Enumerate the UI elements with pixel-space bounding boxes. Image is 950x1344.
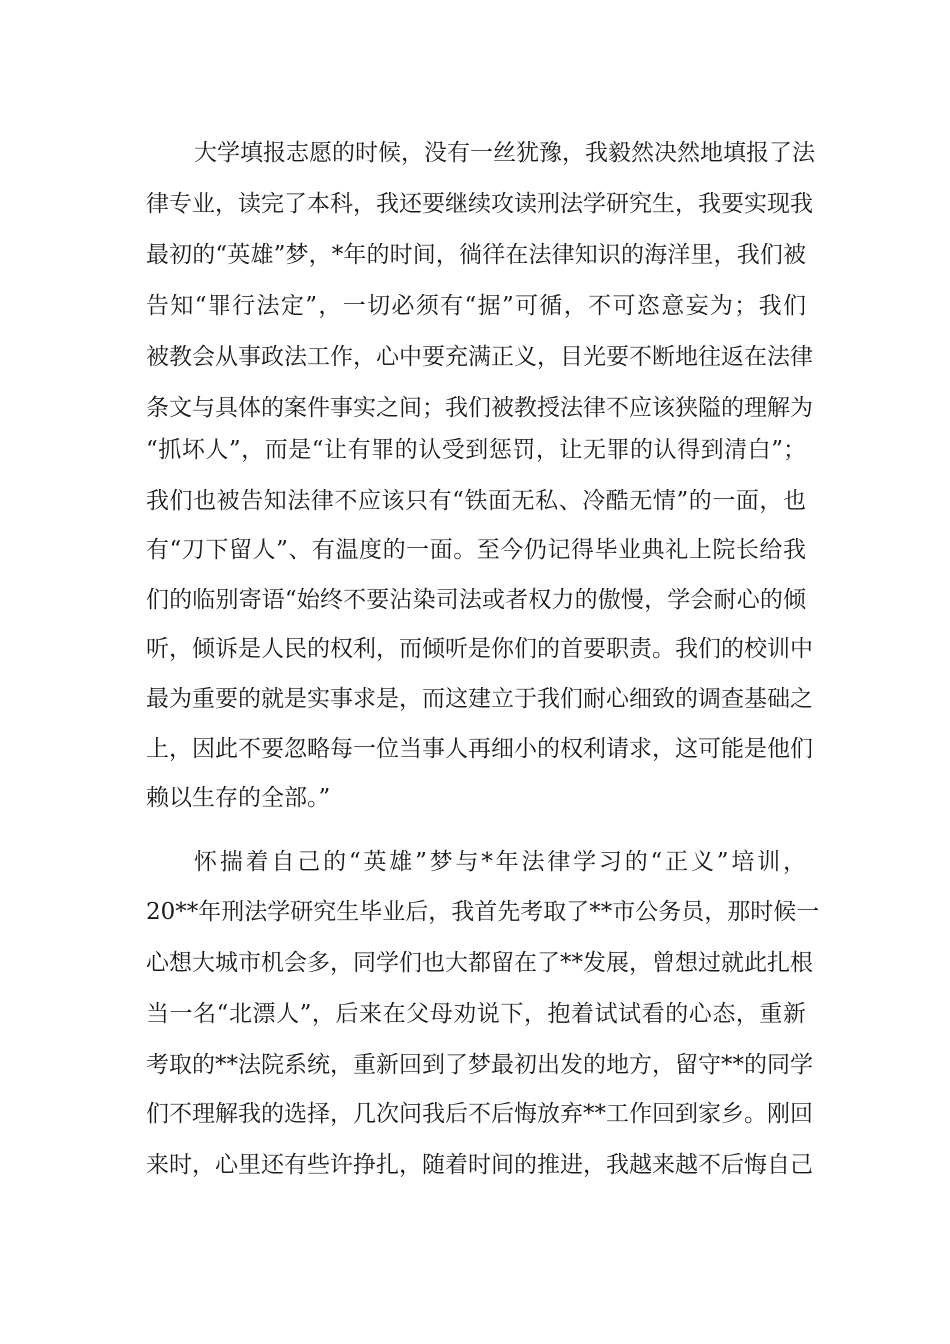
paragraph-1-line-8: 我们也被告知法律不应该只有“铁面无私、冷酷无情”的一面，也: [146, 488, 806, 514]
paragraph-1-line-7: “抓坏人”，而是“让有罪的认受到惩罚，让无罪的认得到清白”；: [146, 437, 806, 463]
paragraph-1-line-4: 告知“罪行法定”，一切必须有“据”可循，不可恣意妄为；我们: [146, 293, 806, 319]
paragraph-1-line-9: 有“刀下留人”、有温度的一面。至今仍记得毕业典礼上院长给我: [146, 537, 806, 563]
paragraph-2-line-2: 20**年刑法学研究生毕业后，我首先考取了**市公务员，那时候一: [146, 899, 820, 925]
paragraph-1-line-10: 们的临别寄语“始终不要沾染司法或者权力的傲慢，学会耐心的倾: [146, 587, 806, 613]
paragraph-1-line-1: 大学填报志愿的时候，没有一丝犹豫，我毅然决然地填报了法: [194, 140, 815, 166]
paragraph-2-line-4: 当一名“北漂人”，后来在父母劝说下，抱着试试看的心态，重新: [146, 1001, 806, 1027]
paragraph-1-line-6: 条文与具体的案件事实之间；我们被教授法律不应该狭隘的理解为: [146, 395, 813, 421]
paragraph-1-line-14: 赖以生存的全部。”: [146, 785, 331, 811]
paragraph-2-line-1: 怀揣着自己的“英雄”梦与*年法律学习的“正义”培训，: [194, 849, 806, 875]
paragraph-1-line-12: 最为重要的就是实事求是，而这建立于我们耐心细致的调查基础之: [146, 686, 813, 712]
paragraph-1-line-3: 最初的“英雄”梦，*年的时间，徜徉在法律知识的海洋里，我们被: [146, 242, 806, 268]
paragraph-1-line-2: 律专业，读完了本科，我还要继续攻读刑法学研究生，我要实现我: [146, 191, 813, 217]
paragraph-1-line-13: 上，因此不要忽略每一位当事人再细小的权利请求，这可能是他们: [146, 736, 813, 762]
paragraph-2-line-7: 来时，心里还有些许挣扎，随着时间的推进，我越来越不后悔自己: [146, 1152, 813, 1178]
paragraph-2-line-3: 心想大城市机会多，同学们也大都留在了**发展，曾想过就此扎根: [146, 950, 813, 976]
paragraph-2-line-6: 们不理解我的选择，几次问我后不后悔放弃**工作回到家乡。刚回: [146, 1101, 813, 1127]
paragraph-2-line-5: 考取的**法院系统，重新回到了梦最初出发的地方，留守**的同学: [146, 1052, 813, 1078]
paragraph-1-line-11: 听，倾诉是人民的权利，而倾听是你们的首要职责。我们的校训中: [146, 636, 813, 662]
paragraph-1-line-5: 被教会从事政法工作，心中要充满正义，目光要不断地往返在法律: [146, 344, 813, 370]
